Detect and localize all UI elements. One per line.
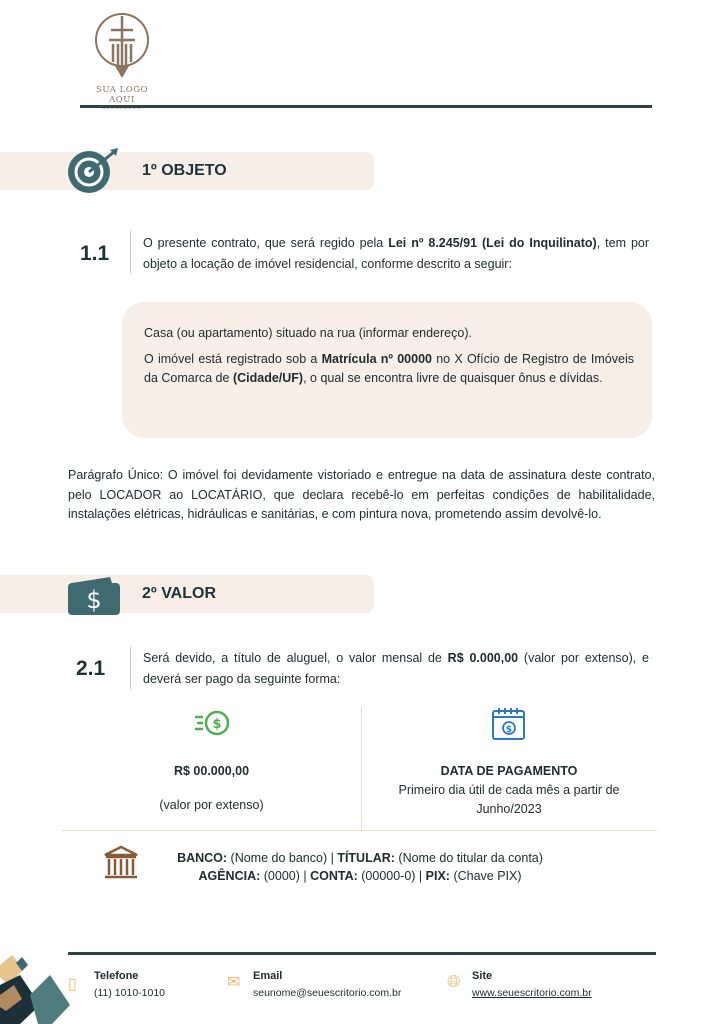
bank-icon	[103, 845, 139, 881]
svg-text:$: $	[86, 586, 102, 614]
svg-text:$: $	[505, 725, 513, 735]
amount-words: (valor por extenso)	[159, 798, 264, 812]
clause-divider	[130, 231, 131, 273]
section-header-objeto	[0, 152, 374, 190]
logo	[82, 10, 162, 110]
target-icon	[66, 148, 122, 194]
site-link[interactable]: www.seuescritorio.com.br	[472, 987, 592, 999]
clause-number: 2.1	[76, 657, 106, 680]
globe-icon: 🌐︎	[447, 972, 461, 991]
property-description-box	[122, 302, 652, 438]
grid-divider	[62, 830, 657, 831]
phone-label: Telefone	[94, 970, 139, 982]
dollar-icon	[66, 575, 122, 617]
section-title: 1º OBJETO	[142, 162, 227, 179]
payment-date	[361, 762, 657, 819]
clause-divider	[130, 647, 131, 689]
svg-text:$: $	[212, 717, 222, 732]
registry-text: O imóvel está registrado sob a Matrícula nº 00000 no X Ofício de Registro de Imóveis da Comarca de (Cidade/UF), o qual se encontra livre de quaisquer ônus e dívidas.	[144, 351, 634, 385]
header-divider	[80, 105, 652, 108]
email-link[interactable]: seunome@seuescritorio.com.br	[253, 987, 402, 999]
phone-icon: ▯	[68, 976, 77, 993]
decorative-diamonds	[0, 955, 70, 1024]
email-icon: ✉	[227, 974, 241, 991]
phone-value: (11) 1010-1010	[94, 987, 166, 999]
calendar-icon	[491, 706, 527, 742]
clause-number: 1.1	[80, 242, 110, 265]
money-icon	[193, 710, 231, 736]
footer-divider	[68, 952, 656, 955]
paragraph-unico: Parágrafo Único: O imóvel foi devidamente vistoriado e entregue na data de assinatura deste contrato, pelo LOCADOR ao LOCATÁRIO, que declara recebê-lo em perfeitas condições de habilitalidade, instalações elétricas, hidráulicas e sanitárias, e com pintura nova, prometendo assim devolvê-lo.	[68, 468, 655, 521]
payment-date-text: Primeiro dia útil de cada mês a partir de Junho/2023	[398, 783, 620, 816]
clause-text: O presente contrato, que será regido pela Lei nº 8.245/91 (Lei do Inquilinato), tem por objeto a locação de imóvel residencial, conforme descrito a seguir:	[143, 236, 650, 271]
logo-emblem-icon	[91, 10, 153, 80]
logo-text: SUA LOGO AQUI	[96, 85, 148, 105]
email-label: Email	[253, 970, 283, 982]
payment-date-title: DATA DE PAGAMENTO	[440, 764, 578, 778]
site-label: Site	[472, 970, 493, 982]
section-header-valor	[0, 575, 374, 613]
address-text: Casa (ou apartamento) situado na rua (informar endereço).	[144, 326, 472, 340]
bank-details: BANCO: (Nome do banco) | TÍTULAR: (Nome do titular da conta) AGÊNCIA: (0000) | CONTA: (00000-0) | PIX: (Chave PIX)	[177, 851, 543, 883]
clause-text: Será devido, a título de aluguel, o valor mensal de R$ 0.000,00 (valor por extenso), e deverá ser pago da seguinte forma:	[143, 651, 649, 686]
section-title: 2º VALOR	[142, 585, 216, 602]
amount-value: R$ 00.000,00	[173, 764, 250, 778]
